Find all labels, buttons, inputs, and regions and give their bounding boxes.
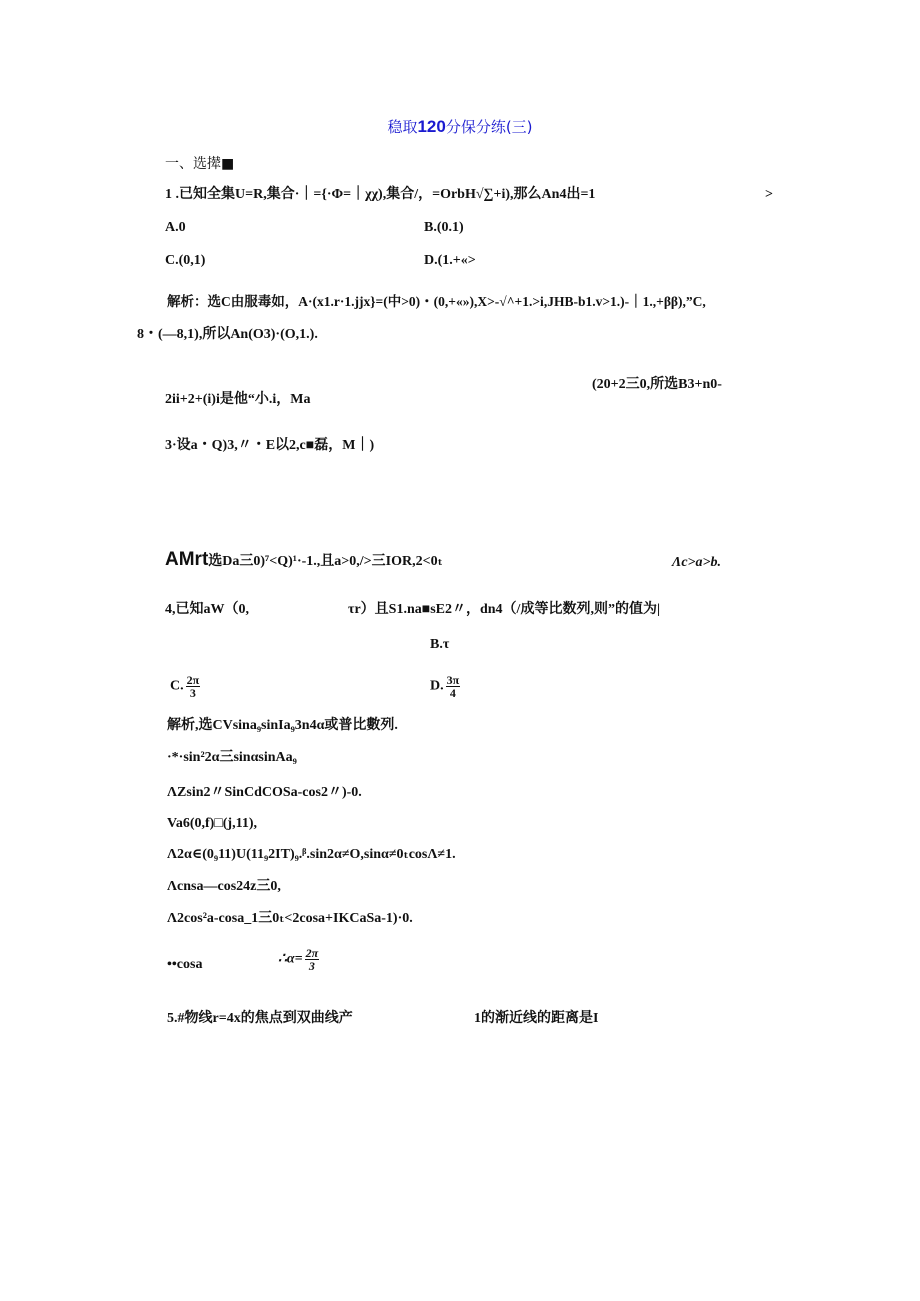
q4-stem-part-1: 4,已知aW（0,: [165, 602, 249, 617]
q4-analysis-line-5: Λ2α∈(0₉11)U(11₉2IT)₉.ᵝ.sin2α≠O,sinα≠0ₜcosΛ≠1.: [167, 847, 456, 862]
q4-analysis-line-1: 解析,选CVsina₉sinIa₉3n4α或普比數列.: [167, 718, 398, 733]
fraction-numerator: 2π: [186, 673, 200, 687]
title-suffix: 分保分练(三): [445, 118, 533, 136]
q4-option-b: B.τ: [430, 637, 450, 652]
q1-option-c: C.(0,1): [165, 253, 206, 268]
q3-analysis-conclusion: Λc>a>b.: [672, 555, 722, 570]
q3-analysis: [165, 551, 443, 571]
q4-option-d: [430, 674, 460, 699]
q4-analysis-line-2: ·*·sin²2α三sinαsinAa₉: [167, 750, 297, 765]
q2-left-text: 2ii+2+(i)i是他“小.i，Ma: [165, 392, 311, 407]
document-title: [0, 116, 920, 137]
q4-option-c-fraction: [186, 674, 201, 699]
q4-stem-part-2: τr）且S1.na■sE2〃，dn4（/成等比数列,则”的值为|: [348, 602, 661, 617]
q2-right-text: (20+2三0,所选B3+n0-: [592, 377, 722, 392]
title-prefix: 稳取: [387, 118, 418, 136]
question-1-stem: 1 .已知全集U=R,集合·｜={·Φ=｜χχ),集合/，=OrbH√∑+i),那么An4出=1: [165, 187, 596, 202]
fraction-denominator: 3: [308, 959, 315, 973]
q4-final-fraction: [305, 947, 320, 972]
q5-stem-left: 5.#物线r=4x的焦点到双曲线产: [167, 1011, 353, 1026]
q3-stem: 3·设a・Q)3,〃・E以2,c■磊，M｜): [165, 438, 375, 453]
q4-final-left: ••cosa: [167, 957, 203, 972]
q5-stem-right: 1的渐近线的距离是I: [474, 1011, 599, 1026]
q1-analysis-line-1: 解析：选C由服毒如，A·(x1.r·1.jjx}=(中>0)・(0,+«»),X>-√^+1.>i,JHB-b1.v>1.)-｜1.,+ββ),”C,: [167, 294, 706, 309]
q1-option-a: A.0: [165, 220, 186, 235]
q4-analysis-line-6: Λcnsa—cos24z三0,: [167, 879, 281, 894]
q3-analysis-body: 选Da三0)⁷<Q)¹·-1.,且a>0,/>三IOR,2<0ₜ: [208, 554, 443, 569]
section-heading: 一、选撵■: [165, 156, 235, 172]
title-number: 120: [417, 117, 446, 136]
q4-final-prefix: ∴α=: [278, 951, 303, 967]
q1-option-b: B.(0.1): [424, 220, 464, 235]
fraction-denominator: 3: [189, 686, 196, 700]
q4-option-c: [170, 674, 200, 699]
q1-option-d: D.(1.+«>: [424, 253, 476, 268]
q4-option-d-fraction: [446, 674, 461, 699]
q4-analysis-line-7: Λ2cos²a-cosa_1三0ₜ<2cosa+IKCaSa-1)·0.: [167, 911, 413, 926]
q4-final-right: [278, 947, 319, 972]
q3-analysis-lead: AMrt: [165, 549, 209, 570]
q4-analysis-line-3: ΛZsin2〃SinCdCOSa-cos2〃)-0.: [167, 785, 362, 800]
fraction-numerator: 3π: [446, 673, 460, 687]
question-1-bracket: >: [765, 187, 773, 202]
fraction-denominator: 4: [449, 686, 456, 700]
fraction-numerator: 2π: [305, 946, 319, 960]
q4-option-c-label: C.: [170, 678, 184, 694]
q4-analysis-line-4: Va6(0,f)□(j,11),: [167, 816, 257, 831]
q1-analysis-line-2: 8・(—8,1),所以An(O3)·(O,1.).: [137, 327, 318, 342]
q4-option-d-label: D.: [430, 678, 444, 694]
